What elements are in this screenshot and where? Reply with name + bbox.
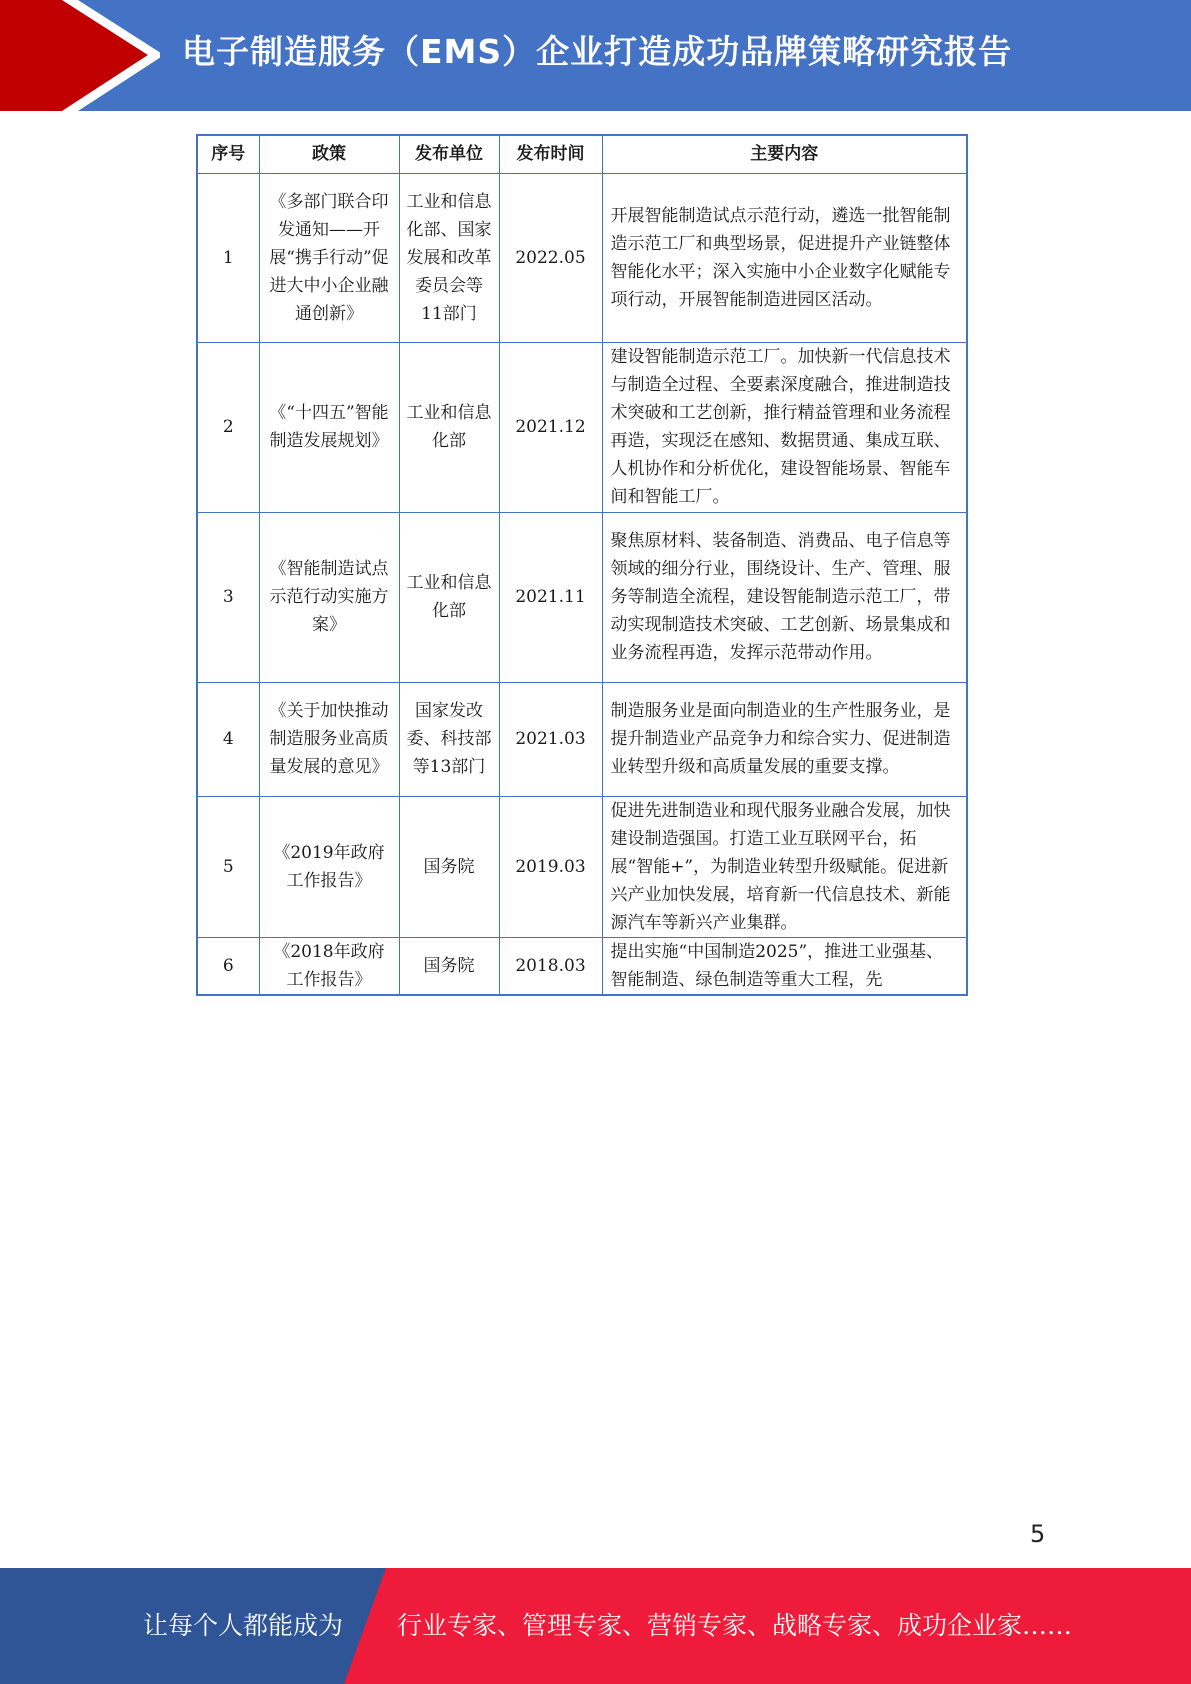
cell-no: 1 <box>197 173 259 342</box>
cell-date: 2019.03 <box>499 796 602 937</box>
cell-date: 2021.12 <box>499 342 602 512</box>
cell-content <box>602 937 967 995</box>
column-header-no: 序号 <box>197 135 259 173</box>
cell-date: 2021.11 <box>499 512 602 682</box>
cell-policy: 《关于加快推动制造服务业高质量发展的意见》 <box>259 682 399 796</box>
cell-issuer: 工业和信息化部、国家发展和改革委员会等11部门 <box>399 173 499 342</box>
cell-content: 开展智能制造试点示范行动，遴选一批智能制造示范工厂和典型场景，促进提升产业链整体智能化水平；深入实施中小企业数字化赋能专项行动，开展智能制造进园区活动。 <box>602 173 967 342</box>
cell-content: 聚焦原材料、装备制造、消费品、电子信息等领域的细分行业，围绕设计、生产、管理、服务等制造全流程，建设智能制造示范工厂，带动实现制造技术突破、工艺创新、场景集成和业务流程再造，发挥示范带动作用。 <box>602 512 967 682</box>
cell-policy: 《智能制造试点示范行动实施方案》 <box>259 512 399 682</box>
table-row <box>197 682 967 796</box>
table-row <box>197 173 967 342</box>
table-row <box>197 937 967 995</box>
cell-policy: 《“十四五”智能制造发展规划》 <box>259 342 399 512</box>
cell-issuer: 国务院 <box>399 937 499 995</box>
cell-issuer: 工业和信息化部 <box>399 342 499 512</box>
cell-no: 3 <box>197 512 259 682</box>
cell-issuer: 国家发改委、科技部等13部门 <box>399 682 499 796</box>
cell-policy: 《2018年政府工作报告》 <box>259 937 399 995</box>
table-row <box>197 512 967 682</box>
policy-table-container <box>196 134 966 996</box>
cell-date: 2021.03 <box>499 682 602 796</box>
cell-no: 2 <box>197 342 259 512</box>
table-header-row <box>197 135 967 173</box>
table-row <box>197 796 967 937</box>
cell-content: 促进先进制造业和现代服务业融合发展，加快建设制造强国。打造工业互联网平台，拓展“智能+”，为制造业转型升级赋能。促进新兴产业加快发展，培育新一代信息技术、新能源汽车等新兴产业集群。 <box>602 796 967 937</box>
column-header-date: 发布时间 <box>499 135 602 173</box>
table-row <box>197 342 967 512</box>
cell-policy: 《2019年政府工作报告》 <box>259 796 399 937</box>
footer-slogan-left: 让每个人都能成为 <box>143 1611 344 1640</box>
policy-table <box>196 134 968 996</box>
cell-issuer: 工业和信息化部 <box>399 512 499 682</box>
cell-content: 制造服务业是面向制造业的生产性服务业，是提升制造业产品竞争力和综合实力、促进制造业转型升级和高质量发展的重要支撑。 <box>602 682 967 796</box>
cell-no: 5 <box>197 796 259 937</box>
column-header-policy: 政策 <box>259 135 399 173</box>
column-header-issuer: 发布单位 <box>399 135 499 173</box>
header-arrow-decoration <box>0 0 160 111</box>
footer-slogan-right: 行业专家、管理专家、营销专家、战略专家、成功企业家…… <box>397 1611 1073 1640</box>
cell-content-text: 提出实施“中国制造2025”，推进工业强基、智能制造、绿色制造等重大工程，先 <box>610 941 944 990</box>
cell-date: 2022.05 <box>499 173 602 342</box>
cell-no: 6 <box>197 937 259 995</box>
report-header <box>0 0 1191 111</box>
cell-issuer: 国务院 <box>399 796 499 937</box>
cell-no: 4 <box>197 682 259 796</box>
report-title: 电子制造服务（EMS）企业打造成功品牌策略研究报告 <box>182 32 1013 71</box>
page-number: 5 <box>1030 1520 1046 1548</box>
column-header-content: 主要内容 <box>602 135 967 173</box>
cell-content: 建设智能制造示范工厂。加快新一代信息技术与制造全过程、全要素深度融合，推进制造技术突破和工艺创新，推行精益管理和业务流程再造，实现泛在感知、数据贯通、集成互联、人机协作和分析优化，建设智能场景、智能车间和智能工厂。 <box>602 342 967 512</box>
cell-date: 2018.03 <box>499 937 602 995</box>
cell-policy: 《多部门联合印发通知——开展“携手行动”促进大中小企业融通创新》 <box>259 173 399 342</box>
report-footer <box>0 1568 1191 1684</box>
